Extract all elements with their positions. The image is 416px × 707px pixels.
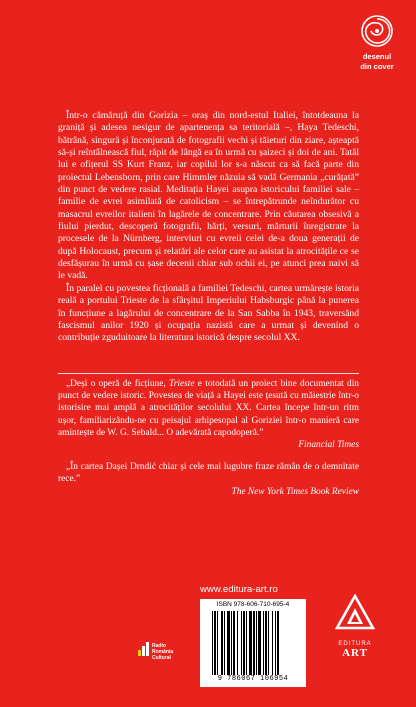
quote-2-source: The New York Times Book Review [231, 486, 359, 497]
description-paragraph-2: În paralel cu povestea ficțională a familiei Tedeschi, cartea urmărește istoria reală a portului Trieste de la sfârșitul Imperiului Habsburgic până la punerea în funcțiune a lagărului de concentrare de la San Sabba în 1943, traversând fascismul anilor 1920 și ocupația nazistă care a urmat și devenind o contribuție zguduitoare la literatura istorică despre secolul XX. [58, 282, 359, 344]
spiral-icon [360, 14, 394, 48]
divider [58, 373, 359, 374]
quote-1 [58, 378, 359, 439]
quote-1-book-title: Trieste [169, 379, 195, 389]
desenul-din-cover-logo [350, 14, 404, 72]
quote-1-text-after: e totodată un proiect bine documentat din punct de vedere istoric. Povestea de viață a Hayei este țesută cu măiestrie într-o istorisire mai amplă a atrocităților secolului XX. Cartea începe într-un ritm ușor, familiarizându-ne cu peisajul arhipesopal al Goriziei într-o manieră care amintește de W. G. Sebald... O adevărată capodoperă.” [58, 379, 359, 438]
publisher-line1: EDITURA [338, 641, 372, 647]
editura-art-logo [325, 594, 385, 659]
logo-line1: desenul [362, 52, 392, 61]
radio-line1: Radio [152, 643, 166, 649]
radio-line2: România [152, 649, 174, 655]
radio-romania-cultural-logo [138, 642, 178, 661]
isbn-label: ISBN 978-606-710-695-4 [216, 601, 290, 608]
logo-line2: din cover [360, 62, 394, 71]
review-quotes [58, 378, 359, 498]
art-triangle-icon [335, 594, 375, 632]
description-paragraph-1: Într-o cămăruță din Gorizia – oraș din nord-estul Italiei, întotdeauna la graniță și adesea nesigur de apartenența sa teritorială –, Haya Tedeschi, bătrână, singură și înconjurată de fotografii vechi și tăieturi din ziare, așteaptă să-și reîntâlnească fiul, răpit de lângă ea în urmă cu șaizeci și doi de ani. Tatăl lui e ofițerul SS Kurt Franz, iar copilul lor s-a născut ca să facă parte din proiectul Lebensborn, prin care Himmler năzuia să vadă Germania „curățată” din punct de vedere rasial. Meditația Hayei asupra istoricului familiei sale – familie de evrei asimilată de catolicism – se întrepătrunde neîndurător cu masacrul evreilor italieni în lagărele de concentrare. Prin căutarea obsesivă a fiului pierdut, descoperă fotografii, hărți, versuri, mărturii înregistrate la procesele de la Nürnberg, interviuri cu evreii celei de-a doua generații de după Holocaust, precum și relatări ale celor care au asistat la atrocitățile ce se desfășurau în urmă cu șase decenii chiar sub ochii ei, pe atunci prea naivi să le vadă. [58, 110, 359, 282]
barcode-digits: 9 786067 106954 [217, 675, 289, 683]
barcode-bars [212, 611, 300, 675]
quote-1-source: Financial Times [298, 440, 359, 451]
book-description [58, 110, 359, 345]
publisher-line2: ART [342, 647, 368, 659]
radio-line3: Cultural [152, 655, 171, 661]
quote-1-text-before: „Deși o operă de ficțiune, [66, 379, 169, 389]
quote-2: „În cartea Dașei Drndić chiar și cele mai lugubre fraze rămân de o demnitate rece.” [58, 462, 359, 485]
isbn-barcode [200, 599, 306, 687]
publisher-website: www.editura-art.ro [200, 584, 278, 595]
